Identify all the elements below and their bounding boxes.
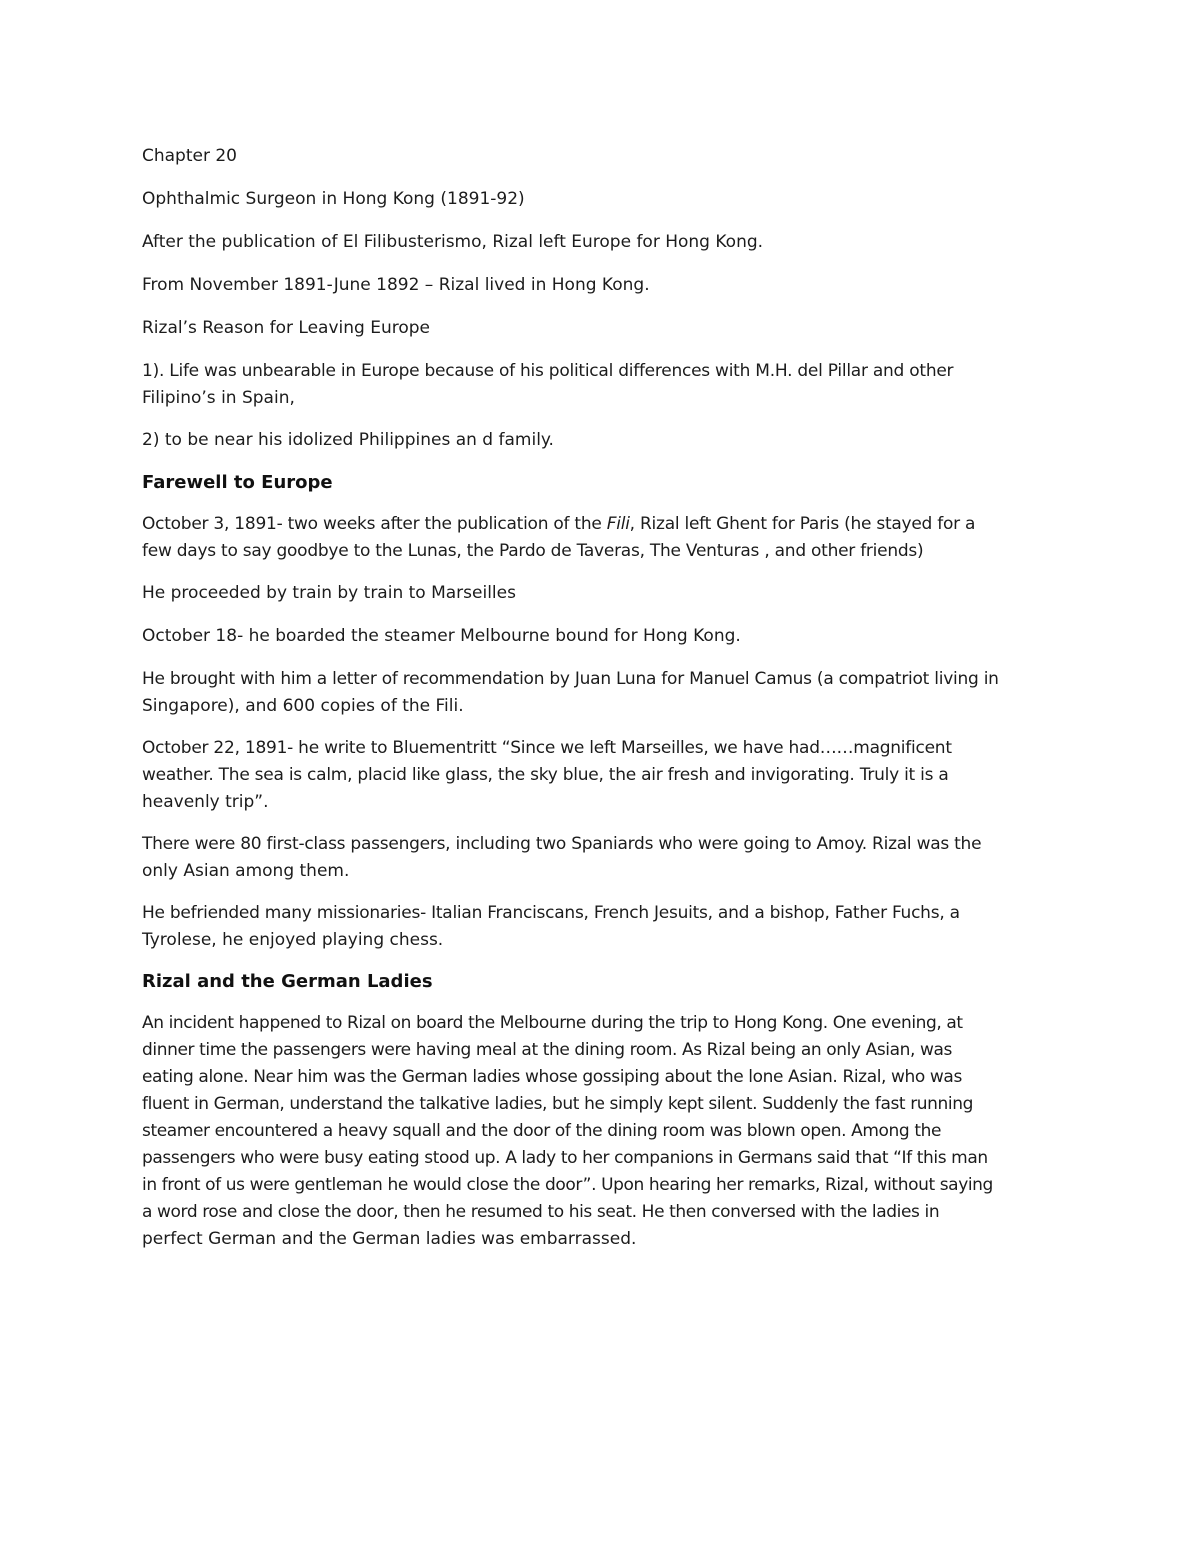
farewell-p3-text: October 18- he boarded the steamer Melbourne bound for Hong Kong. xyxy=(142,626,741,646)
reasons-heading xyxy=(142,315,1057,342)
intro-paragraph-1 xyxy=(142,229,1057,256)
farewell-p5-line: October 22, 1891- he write to Bluementritt “Since we left Marseilles, we have had……magnificent xyxy=(142,738,952,758)
farewell-paragraph-7 xyxy=(142,900,1057,954)
german-ladies-line: fluent in German, understand the talkative ladies, but he simply kept silent. Suddenly the fast running xyxy=(142,1094,973,1114)
section-heading-farewell: Farewell to Europe xyxy=(142,472,333,493)
german-ladies-line: dinner time the passengers were having meal at the dining room. As Rizal being an only Asian, was xyxy=(142,1040,952,1060)
farewell-p6-line: only Asian among them. xyxy=(142,861,350,881)
chapter-title-text: Ophthalmic Surgeon in Hong Kong (1891-92) xyxy=(142,189,525,209)
farewell-paragraph-3 xyxy=(142,623,1057,650)
farewell-p2-text: He proceeded by train by train to Marseilles xyxy=(142,583,516,603)
reasons-heading-text: Rizal’s Reason for Leaving Europe xyxy=(142,318,430,338)
chapter-text: Chapter 20 xyxy=(142,146,238,166)
farewell-p1-line: few days to say goodbye to the Lunas, the Pardo de Taveras, The Venturas , and other friends) xyxy=(142,541,924,561)
farewell-p6-line: There were 80 first-class passengers, including two Spaniards who were going to Amoy. Rizal was the xyxy=(142,834,982,854)
german-ladies-line: a word rose and close the door, then he resumed to his seat. He then conversed with the ladies in xyxy=(142,1202,940,1222)
farewell-p7-line: Tyrolese, he enjoyed playing chess. xyxy=(142,930,444,950)
chapter-label xyxy=(142,143,1057,170)
german-ladies-line: perfect German and the German ladies was embarrassed. xyxy=(142,1229,637,1249)
reason-1 xyxy=(142,358,1057,412)
farewell-paragraph-1 xyxy=(142,511,1057,565)
german-ladies-line: in front of us were gentleman he would close the door”. Upon hearing her remarks, Rizal, without saying xyxy=(142,1175,993,1195)
reason-2 xyxy=(142,427,1057,454)
german-ladies-paragraph xyxy=(142,1010,1057,1253)
fili-italic: Fili xyxy=(606,514,630,534)
farewell-p1-line xyxy=(142,511,1057,538)
reason-1-line: 1). Life was unbearable in Europe because of his political differences with M.H. del Pillar and other xyxy=(142,361,954,381)
farewell-paragraph-2 xyxy=(142,580,1057,607)
reason-1-line: Filipino’s in Spain, xyxy=(142,388,295,408)
farewell-p4-line: He brought with him a letter of recommendation by Juan Luna for Manuel Camus (a compatriot living in xyxy=(142,669,999,689)
farewell-p5-line: weather. The sea is calm, placid like glass, the sky blue, the air fresh and invigorating. Truly it is a xyxy=(142,765,949,785)
farewell-paragraph-5 xyxy=(142,735,1057,816)
farewell-p1-text: , Rizal left Ghent for Paris (he stayed for a xyxy=(629,514,976,534)
german-ladies-line: passengers who were busy eating stood up. A lady to her companions in Germans said that “If this man xyxy=(142,1148,988,1168)
section-heading-german-ladies: Rizal and the German Ladies xyxy=(142,971,433,992)
farewell-paragraph-6 xyxy=(142,831,1057,885)
german-ladies-line: steamer encountered a heavy squall and the door of the dining room was blown open. Among the xyxy=(142,1121,942,1141)
intro-paragraph-2 xyxy=(142,272,1057,299)
reason-2-text: 2) to be near his idolized Philippines an d family. xyxy=(142,430,554,450)
intro-2-text: From November 1891-June 1892 – Rizal lived in Hong Kong. xyxy=(142,275,650,295)
farewell-p7-line: He befriended many missionaries- Italian Franciscans, French Jesuits, and a bishop, Father Fuchs, a xyxy=(142,903,960,923)
chapter-title xyxy=(142,186,1057,213)
farewell-p1-text: October 3, 1891- two weeks after the publication of the xyxy=(142,514,607,534)
farewell-p4-line: Singapore), and 600 copies of the Fili. xyxy=(142,696,464,716)
intro-1-text: After the publication of El Filibusterismo, Rizal left Europe for Hong Kong. xyxy=(142,232,764,252)
farewell-p5-line: heavenly trip”. xyxy=(142,792,269,812)
german-ladies-line: An incident happened to Rizal on board the Melbourne during the trip to Hong Kong. One evening, at xyxy=(142,1013,963,1033)
farewell-paragraph-4 xyxy=(142,666,1057,720)
german-ladies-line: eating alone. Near him was the German ladies whose gossiping about the lone Asian. Rizal, who was xyxy=(142,1067,962,1087)
